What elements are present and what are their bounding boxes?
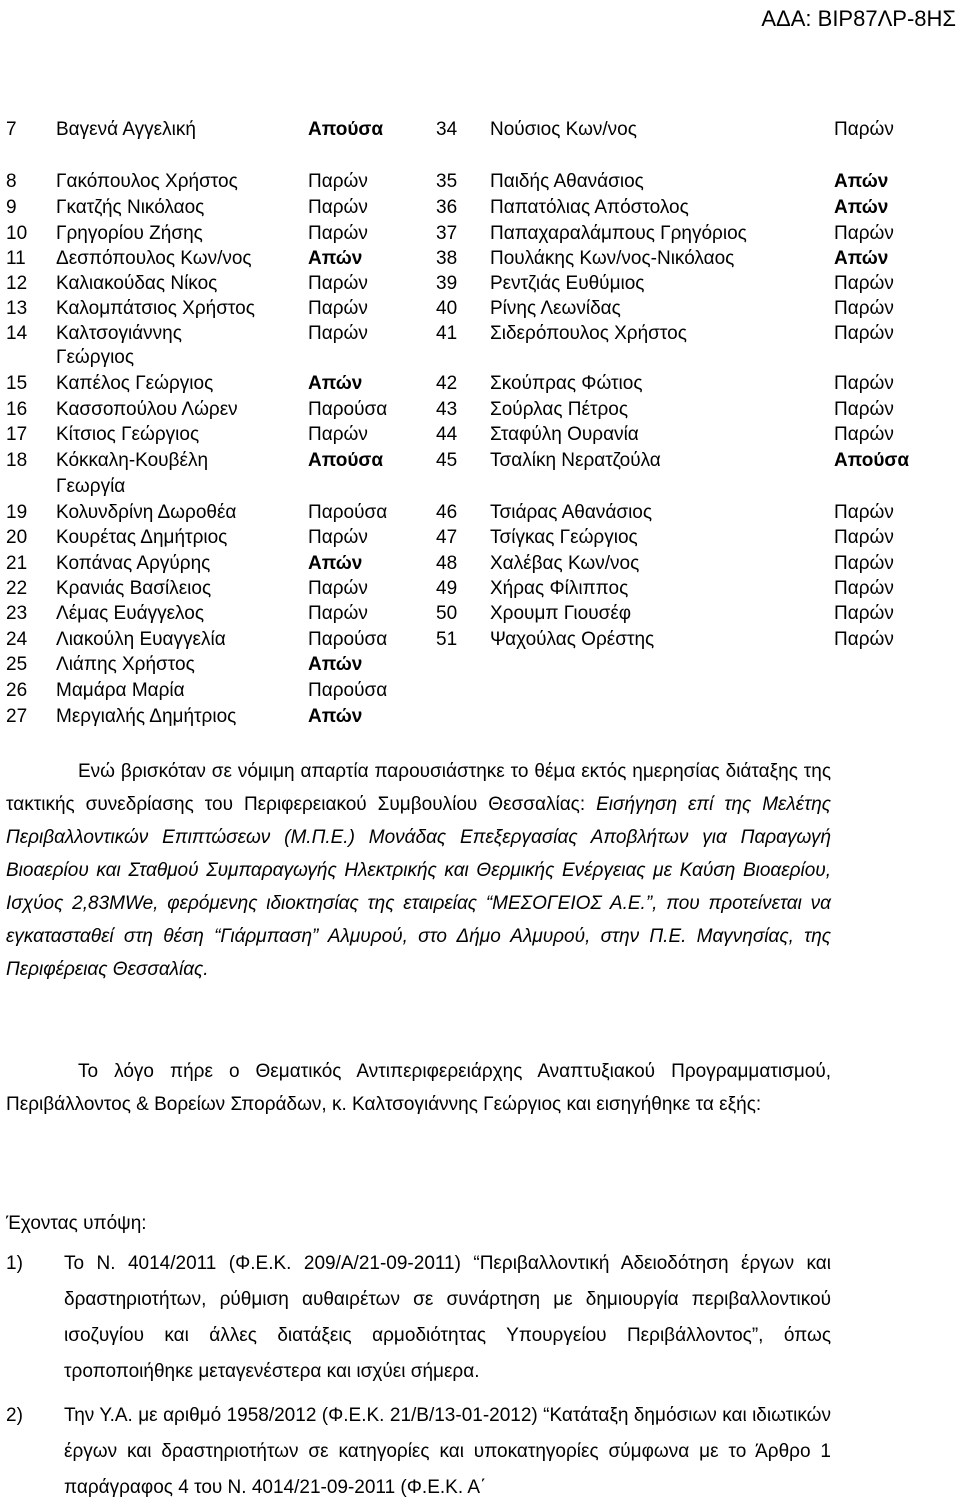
member-name: Ρίνης Λεωνίδας (490, 298, 621, 319)
member-number: 23 (6, 603, 28, 624)
member-name: Χαλέβας Κων/νος (490, 553, 640, 574)
member-name: Γακόπουλος Χρήστος (56, 171, 238, 192)
member-number: 15 (6, 373, 28, 394)
member-number: 38 (436, 248, 458, 269)
member-number: 10 (6, 223, 28, 244)
member-name: Παιδής Αθανάσιος (490, 171, 644, 192)
member-status: Παρών (834, 603, 894, 624)
list-item (6, 1246, 831, 1390)
item-number: 2) (6, 1405, 23, 1426)
attendance-row (0, 422, 960, 448)
member-number: 39 (436, 273, 458, 294)
member-name: Παπατόλιας Απόστολος (490, 197, 689, 218)
member-number: 40 (436, 298, 458, 319)
attendance-row (0, 678, 960, 704)
member-status: Παρών (834, 373, 894, 394)
member-number: 51 (436, 629, 458, 650)
attendance-row (0, 117, 960, 143)
member-name: Καλιακούδας Νίκος (56, 273, 218, 294)
member-name: Τσαλίκη Νερατζούλα (490, 450, 661, 471)
member-status: Παρών (308, 424, 368, 445)
member-status: Απών (308, 654, 363, 675)
member-number: 25 (6, 654, 28, 675)
attendance-row (0, 296, 960, 322)
member-status: Παρών (834, 223, 894, 244)
item-number: 1) (6, 1253, 23, 1274)
member-name: Πουλάκης Κων/νος-Νικόλαος (490, 248, 735, 269)
member-number: 13 (6, 298, 28, 319)
member-name: Γρηγορίου Ζήσης (56, 223, 203, 244)
considering-heading: Έχοντας υπόψη: (6, 1213, 147, 1234)
member-name: Νούσιος Κων/νος (490, 119, 637, 140)
member-status: Παρών (834, 553, 894, 574)
member-number: 37 (436, 223, 458, 244)
member-status: Παρών (834, 527, 894, 548)
member-status: Παρών (834, 399, 894, 420)
member-status: Παρών (308, 197, 368, 218)
member-name: Λιάπης Χρήστος (56, 654, 195, 675)
speaker-paragraph: Το λόγο πήρε ο Θεματικός Αντιπεριφερειάρχης Αναπτυξιακού Προγραμματισμού, Περιβάλλοντος & Βορείων Σποράδων, κ. Καλτσογιάννης Γεώργιος και εισηγήθηκε τα εξής: (6, 1061, 831, 1115)
member-status: Απούσα (308, 119, 384, 140)
member-number: 24 (6, 629, 28, 650)
member-name: Κολυνδρίνη Δωροθέα (56, 502, 237, 523)
attendance-row (0, 221, 960, 247)
member-number: 50 (436, 603, 458, 624)
member-name: Σούρλας Πέτρος (490, 399, 629, 420)
attendance-row (0, 246, 960, 272)
member-name: Χήρας Φίλιππος (490, 578, 629, 599)
item-text: Την Υ.Α. με αριθμό 1958/2012 (Φ.Ε.Κ. 21/Β/13-01-2012) “Κατάταξη δημόσιων και ιδιωτικών έργων και δραστηριοτήτων σε κατηγορίες και υποκατηγορίες σύμφωνα με το Άρθρο 1 παράγραφος 4 του Ν. 4014/21-09-2011 (Φ.Ε.Κ. Α΄ (64, 1405, 831, 1498)
member-number: 41 (436, 323, 458, 344)
member-number: 20 (6, 527, 28, 548)
attendance-row (0, 551, 960, 577)
member-status: Παρών (308, 603, 368, 624)
attendance-row (0, 500, 960, 526)
member-status: Παρούσα (308, 629, 388, 650)
member-name: Καλομπάτσιος Χρήστος (56, 298, 255, 319)
member-status: Παρών (834, 298, 894, 319)
member-name: Κουρέτας Δημήτριος (56, 527, 228, 548)
attendance-row (0, 397, 960, 423)
member-status: Παρών (308, 578, 368, 599)
attendance-row (0, 195, 960, 221)
member-name: Κρανιάς Βασίλειος (56, 578, 212, 599)
member-number: 18 (6, 450, 28, 471)
member-name: Σκούπρας Φώτιος (490, 373, 643, 394)
member-name: Κοπάνας Αργύρης (56, 553, 211, 574)
member-number: 46 (436, 502, 458, 523)
member-status: Απών (308, 248, 363, 269)
member-name: Κόκκαλη-Κουβέλη (56, 450, 209, 471)
member-name: Χρουμπ Γιουσέφ (490, 603, 632, 624)
member-name: Σιδερόπουλος Χρήστος (490, 323, 687, 344)
member-status: Παρούσα (308, 502, 388, 523)
member-status: Παρών (308, 223, 368, 244)
member-status: Απούσα (308, 450, 384, 471)
member-number: 16 (6, 399, 28, 420)
member-number: 42 (436, 373, 458, 394)
member-status: Απών (834, 197, 889, 218)
member-number: 12 (6, 273, 28, 294)
member-number: 49 (436, 578, 458, 599)
attendance-row (0, 169, 960, 195)
member-status: Παρών (834, 273, 894, 294)
member-status: Απών (834, 171, 889, 192)
member-name: Καλτσογιάννης (56, 323, 182, 344)
attendance-row (0, 627, 960, 653)
member-name: Ρεντζιάς Ευθύμιος (490, 273, 645, 294)
member-number: 14 (6, 323, 28, 344)
member-status: Παρούσα (308, 680, 388, 701)
member-status: Απούσα (834, 450, 910, 471)
intro-subject: Εισήγηση επί της Μελέτης Περιβαλλοντικών Επιπτώσεων (Μ.Π.Ε.) Μονάδας Επεξεργασίας Αποβλήτων για Παραγωγή Βιοαερίου και Σταθμού Συμπαραγωγής Ηλεκτρικής και Θερμικής Ενέργειας με Καύση Βιοαερίου, Ισχύος 2,83MWe, φερόμενης ιδιοκτησίας της εταιρείας “ΜΕΣΟΓΕΙΟΣ Α.Ε.”, που προτείνεται να εγκατασταθεί στη θέση “Γιάρμπαση” Αλμυρού, στο Δήμο Αλμυρού, στην Π.Ε. Μαγνησίας, της Περιφέρειας Θεσσαλίας. (6, 794, 831, 980)
attendance-row (0, 601, 960, 627)
member-name: Τσιάρας Αθανάσιος (490, 502, 653, 523)
attendance-row (0, 271, 960, 297)
attendance-row (0, 576, 960, 602)
attendance-row (0, 371, 960, 397)
member-name: Καπέλος Γεώργιος (56, 373, 214, 394)
member-status: Παρών (834, 629, 894, 650)
member-number: 19 (6, 502, 28, 523)
attendance-row (0, 704, 960, 730)
list-item (6, 1398, 831, 1506)
member-name: Σταφύλη Ουρανία (490, 424, 639, 445)
member-status: Παρών (308, 171, 368, 192)
intro-paragraph (6, 755, 831, 986)
member-name: Λέμας Ευάγγελος (56, 603, 204, 624)
member-status: Παρών (308, 273, 368, 294)
member-number: 48 (436, 553, 458, 574)
member-name: Κίτσιος Γεώργιος (56, 424, 200, 445)
member-status: Παρών (834, 119, 894, 140)
member-number: 11 (6, 248, 26, 269)
member-status: Παρούσα (308, 399, 388, 420)
member-number: 35 (436, 171, 458, 192)
member-number: 22 (6, 578, 28, 599)
member-name: Μαμάρα Μαρία (56, 680, 185, 701)
member-status: Απών (834, 248, 889, 269)
member-number: 45 (436, 450, 458, 471)
member-name: Μεργιαλής Δημήτριος (56, 706, 237, 727)
member-name: Κασσοπούλου Λώρεν (56, 399, 238, 420)
member-name: Παπαχαραλάμπους Γρηγόριος (490, 223, 747, 244)
member-status: Απών (308, 706, 363, 727)
member-status: Παρών (308, 527, 368, 548)
member-status: Παρών (834, 323, 894, 344)
member-number: 34 (436, 119, 458, 140)
member-name: Ψαχούλας Ορέστης (490, 629, 655, 650)
member-number: 17 (6, 424, 28, 445)
member-name: Λιακούλη Ευαγγελία (56, 629, 226, 650)
member-number: 9 (6, 197, 17, 218)
member-number: 7 (6, 119, 17, 140)
member-status: Απών (308, 553, 363, 574)
attendance-row (0, 321, 960, 347)
member-number: 27 (6, 706, 28, 727)
member-name: Γκατζής Νικόλαος (56, 197, 205, 218)
member-number: 8 (6, 171, 17, 192)
member-status: Παρών (308, 298, 368, 319)
member-status: Παρών (834, 502, 894, 523)
member-number: 26 (6, 680, 28, 701)
member-status: Παρών (308, 323, 368, 344)
attendance-row (0, 525, 960, 551)
intro-text: Ενώ βρισκόταν σε νόμιμη απαρτία παρουσιάστηκε το θέμα εκτός ημερησίας διάταξης της τακτικής συνεδρίασης του Περιφερειακού Συμβουλίου Θεσσαλίας: (6, 761, 831, 815)
member-status: Απών (308, 373, 363, 394)
member-name-continuation: Γεωργία (56, 476, 126, 497)
member-name: Δεσπόπουλος Κων/νος (56, 248, 252, 269)
member-name: Βαγενά Αγγελική (56, 119, 196, 140)
member-status: Παρών (834, 578, 894, 599)
member-number: 21 (6, 553, 28, 574)
item-text: Το Ν. 4014/2011 (Φ.Ε.Κ. 209/Α/21-09-2011) “Περιβαλλοντική Αδειοδότηση έργων και δραστηριοτήτων, ρύθμιση αυθαιρέτων σε συνάρτηση με δημιουργία περιβαλλοντικού ισοζυγίου και άλλες διατάξεις αρμοδιότητας Υπουργείου Περιβάλλοντος”, όπως τροποποιήθηκε μεταγενέστερα και ισχύει σήμερα. (64, 1253, 831, 1382)
attendance-row (0, 652, 960, 678)
member-number: 43 (436, 399, 458, 420)
member-number: 47 (436, 527, 458, 548)
member-number: 36 (436, 197, 458, 218)
member-number: 44 (436, 424, 458, 445)
member-status: Παρών (834, 424, 894, 445)
member-name-continuation: Γεώργιος (56, 347, 135, 368)
ada-code: ΑΔΑ: ΒΙΡ87ΛΡ-8ΗΣ (761, 6, 956, 31)
attendance-row (0, 448, 960, 474)
member-name: Τσίγκας Γεώργιος (490, 527, 638, 548)
